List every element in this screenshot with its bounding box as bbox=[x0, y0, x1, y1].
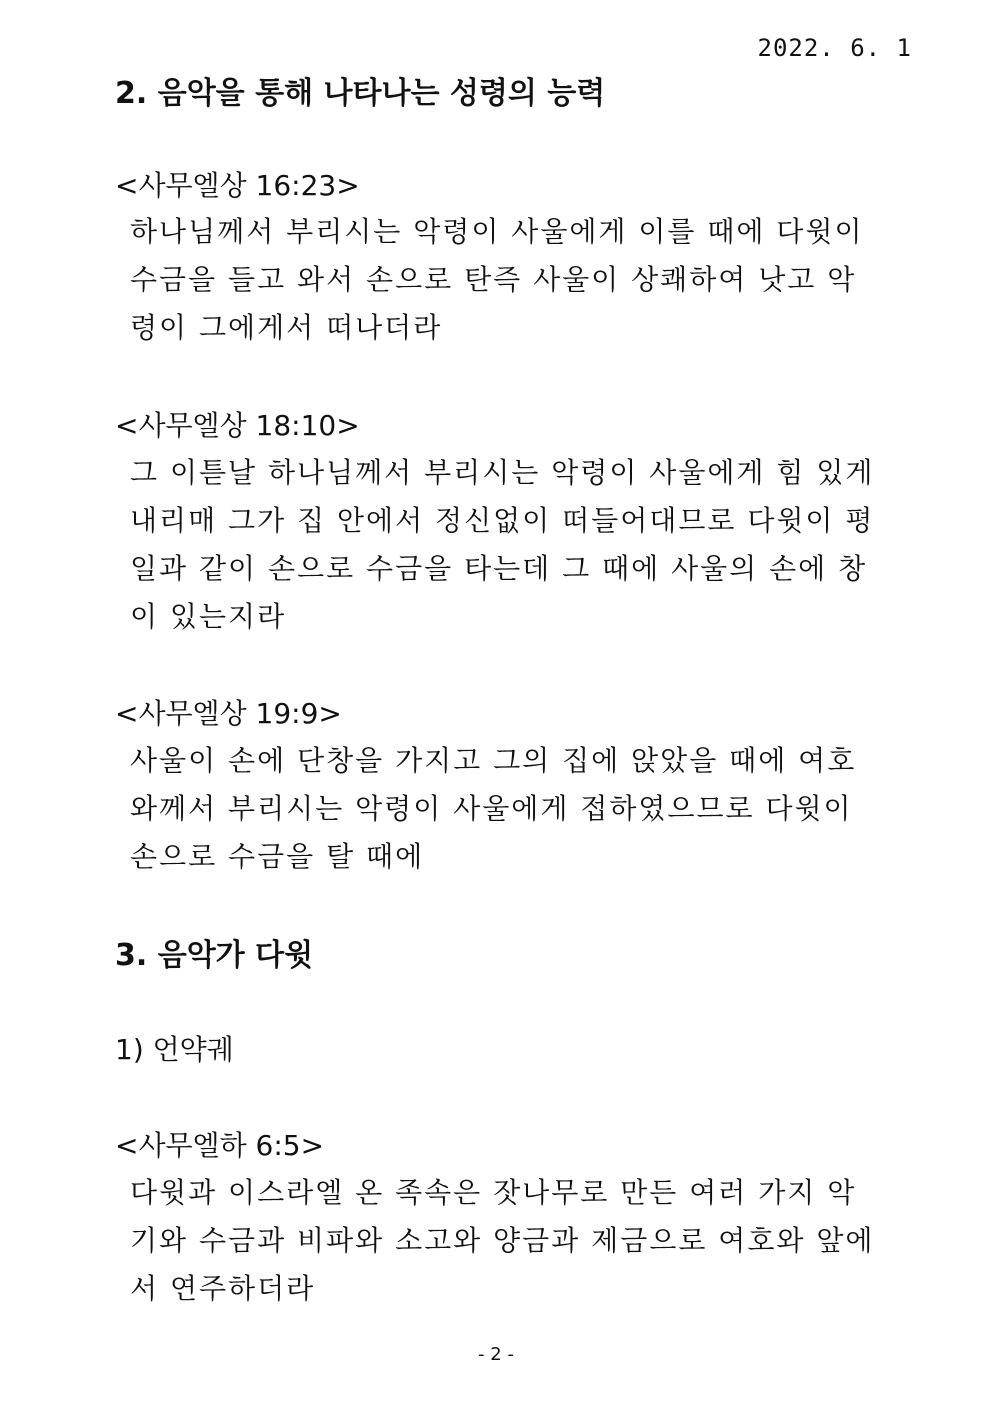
verse-line: 내리매 그가 집 안에서 정신없이 떠들어대므로 다윗이 평 bbox=[130, 504, 875, 537]
verse-line: 손으로 수금을 탈 때에 bbox=[130, 840, 425, 873]
document-date: 2022. 6. 1 bbox=[757, 34, 912, 62]
verse-line: 그 이튿날 하나님께서 부리시는 악령이 사울에게 힘 있게 bbox=[130, 456, 875, 489]
subsection-heading: 1) 언약궤 bbox=[115, 1033, 234, 1066]
verse-text bbox=[130, 1171, 874, 1315]
verse-reference: <사무엘상 16:23> bbox=[115, 169, 360, 202]
verse-line: 기와 수금과 비파와 소고와 양금과 제금으로 여호와 앞에 bbox=[130, 1224, 875, 1257]
verse-line: 다윗과 이스라엘 온 족속은 잣나무로 만든 여러 가지 악 bbox=[130, 1176, 857, 1209]
verse-line: 수금을 들고 와서 손으로 탄즉 사울이 상쾌하여 낫고 악 bbox=[130, 263, 857, 296]
verse-line: 서 연주하더라 bbox=[130, 1272, 316, 1305]
verse-line: 이 있는지라 bbox=[130, 600, 287, 633]
section-3-heading: 3. 음악가 다윗 bbox=[115, 938, 314, 973]
verse-line: 와께서 부리시는 악령이 사울에게 접하였으므로 다윗이 bbox=[130, 792, 853, 825]
verse-reference: <사무엘상 18:10> bbox=[115, 409, 360, 442]
page-number: - 2 - bbox=[478, 1344, 514, 1365]
verse-line: 령이 그에게서 떠나더라 bbox=[130, 311, 443, 344]
verse-line: 일과 같이 손으로 수금을 타는데 그 때에 사울의 손에 창 bbox=[130, 552, 868, 585]
verse-reference: <사무엘상 19:9> bbox=[115, 697, 342, 730]
verse-line: 하나님께서 부리시는 악령이 사울에게 이를 때에 다윗이 bbox=[130, 215, 864, 248]
verse-text bbox=[130, 210, 864, 354]
verse-text bbox=[130, 739, 856, 883]
verse-reference: <사무엘하 6:5> bbox=[115, 1129, 325, 1162]
section-2-heading: 2. 음악을 통해 나타나는 성령의 능력 bbox=[115, 76, 606, 111]
verse-text bbox=[130, 451, 874, 643]
verse-line: 사울이 손에 단창을 가지고 그의 집에 앉았을 때에 여호 bbox=[130, 744, 857, 777]
